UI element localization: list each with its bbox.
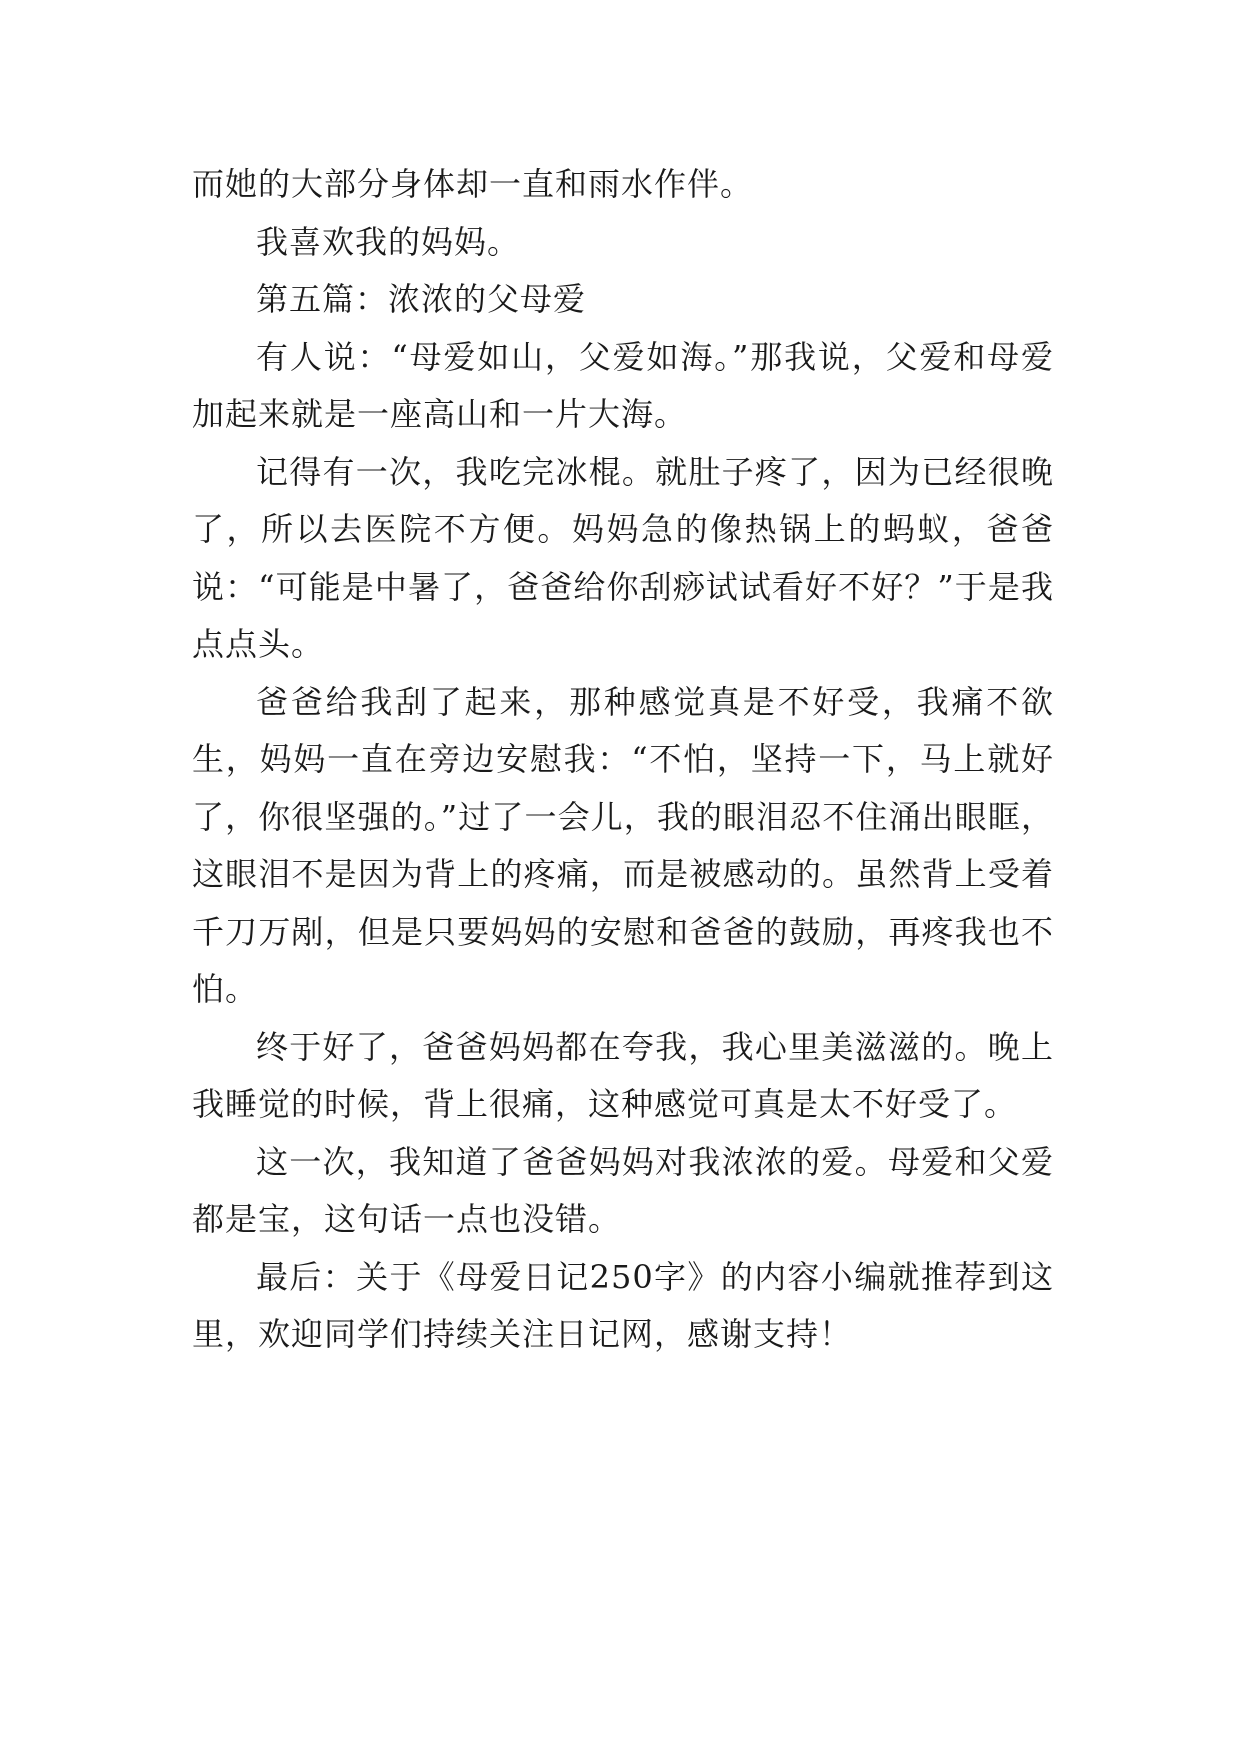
paragraph: 爸爸给我刮了起来，那种感觉真是不好受，我痛不欲生，妈妈一直在旁边安慰我：“不怕，坚持一下，马上就好了，你很坚强的。”过了一会儿，我的眼泪忍不住涌出眼眶，这眼泪不是因为背上的疼痛，而是被感动的。虽然背上受着千刀万剐，但是只要妈妈的安慰和爸爸的鼓励，再疼我也不怕。 (192, 682, 1054, 1008)
paragraph: 终于好了，爸爸妈妈都在夸我，我心里美滋滋的。晚上我睡觉的时候，背上很痛，这种感觉可真是太不好受了。 (192, 1027, 1054, 1123)
paragraph: 记得有一次，我吃完冰棍。就肚子疼了，因为已经很晚了，所以去医院不方便。妈妈急的像热锅上的蚂蚁，爸爸说：“可能是中暑了，爸爸给你刮痧试试看好不好？”于是我点点头。 (192, 452, 1054, 663)
paragraph-continuation: 而她的大部分身体却一直和雨水作伴。 (192, 165, 754, 203)
paragraph: 最后：关于《母爱日记250字》的内容小编就推荐到这里，欢迎同学们持续关注日记网，感谢支持！ (192, 1257, 1054, 1353)
paragraph: 有人说：“母爱如山，父爱如海。”那我说，父爱和母爱加起来就是一座高山和一片大海。 (192, 337, 1054, 433)
paragraph: 我喜欢我的妈妈。 (256, 222, 521, 261)
article-body (192, 156, 1054, 1364)
section-heading: 第五篇：浓浓的父母爱 (256, 280, 587, 318)
paragraph: 这一次，我知道了爸爸妈妈对我浓浓的爱。母爱和父爱都是宝，这句话一点也没错。 (192, 1142, 1054, 1238)
